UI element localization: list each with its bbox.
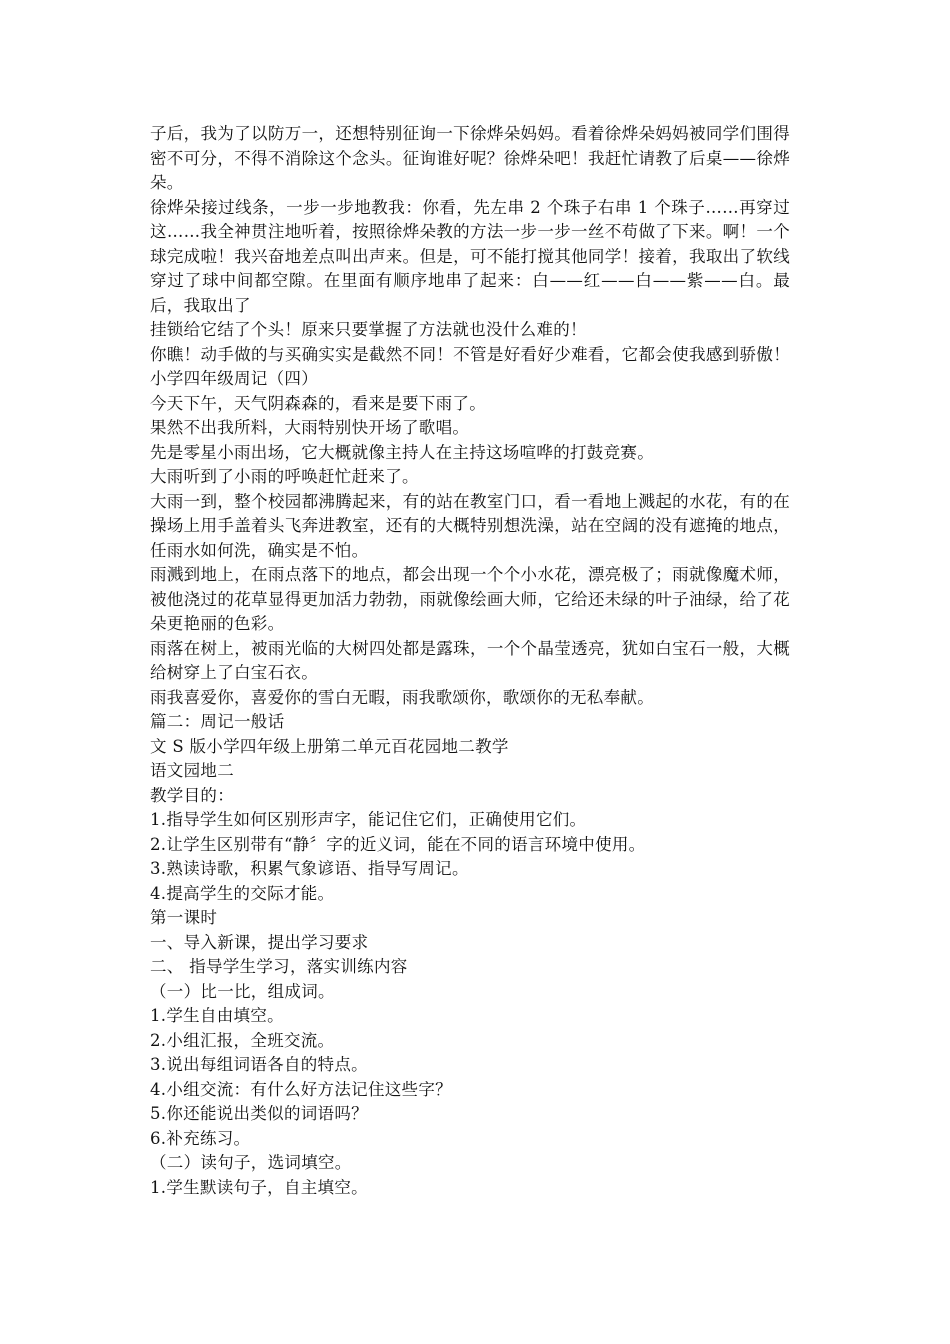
paragraph-3: 挂锁给它结了个头！原来只要掌握了方法就也没什么难的！: [150, 320, 587, 339]
paragraph-6: 果然不出我所料，大雨特别快开场了歌唱。: [150, 418, 470, 437]
paragraph-10: 雨溅到地上，在雨点落下的地点，都会出现一个个小水花，漂亮极了；雨就像魔术师，被他浇过的花草显得更加活力勃勃，雨就像绘画大师，它给还未绿的叶子油绿，给了花朵更艳丽的色彩。: [150, 565, 790, 633]
paragraph-2: 徐烨朵接过线条，一步一步地教我：你看，先左串 2 个珠子右串 1 个珠子……再穿过这……我全神贯注地听着，按照徐烨朵教的方法一步一步一丝不苟做了下来。啊！一个球完成啦！我兴奋地差点叫出声来。但是，可不能打搅其他同学！接着，我取出了软线穿过了球中间都空隙。在里面有顺序地串了起来：白——红——白——紫——白。最后，我取出了: [150, 197, 790, 315]
paragraph-12: 雨我喜爱你，喜爱你的雪白无暇，雨我歌颂你，歌颂你的无私奉献。: [150, 687, 654, 707]
list-item: 1.学生默读句子，自主填空。: [150, 1177, 368, 1197]
paragraph-8: 大雨听到了小雨的呼唤赶忙赶来了。: [150, 467, 419, 486]
sub-step-heading: （一）比一比，组成词。: [150, 981, 335, 1001]
document-page: [150, 122, 790, 1200]
objective-item: 1.指导学生如何区别形声字，能记住它们，正确使用它们。: [150, 810, 587, 829]
lesson-title: 文 S 版小学四年级上册第二单元百花园地二教学: [150, 736, 509, 756]
paragraph-4: 你瞧！动手做的与买确实实是截然不同！不管是好看好少难看，它都会使我感到骄傲！小学四年级周记（四）: [150, 344, 790, 388]
paragraph-1: 子后，我为了以防万一，还想特别征询一下徐烨朵妈妈。看着徐烨朵妈妈被同学们围得密不可分，不得不消除这个念头。征询谁好呢？徐烨朵吧！我赶忙请教了后桌——徐烨朵。: [150, 124, 790, 192]
step-heading: 二、 指导学生学习，落实训练内容: [150, 957, 408, 976]
step-heading: 一、导入新课，提出学习要求: [150, 932, 369, 952]
lesson-period-heading: 第一课时: [150, 908, 218, 927]
lesson-subtitle: 语文园地二: [150, 761, 234, 780]
list-item: 4.小组交流：有什么好方法记住这些字？: [150, 1079, 452, 1099]
section-heading: 篇二：周记一般话: [150, 712, 285, 731]
paragraph-7: 先是零星小雨出场，它大概就像主持人在主持这场喧哗的打鼓竞赛。: [150, 442, 654, 462]
paragraph-11: 雨落在树上，被雨光临的大树四处都是露珠，一个个晶莹透亮，犹如白宝石一般，大概给树穿上了白宝石衣。: [150, 638, 790, 682]
list-item: 3.说出每组词语各自的特点。: [150, 1055, 368, 1074]
paragraph-9: 大雨一到，整个校园都沸腾起来，有的站在教室门口，看一看地上溅起的水花，有的在操场上用手盖着头飞奔进教室，还有的大概特别想洗澡，站在空阔的没有遮掩的地点，任雨水如何洗，确实是不怕。: [150, 491, 790, 560]
sub-step-heading: （二）读句子，选词填空。: [150, 1153, 352, 1172]
list-item: 6.补充练习。: [150, 1128, 251, 1148]
paragraph-5: 今天下午，天气阴森森的，看来是要下雨了。: [150, 393, 486, 413]
objective-item: 3.熟读诗歌，积累气象谚语、指导写周记。: [150, 859, 469, 878]
objective-item: 2.让学生区别带有“静〞字的近义词，能在不同的语言环境中使用。: [150, 834, 646, 854]
list-item: 1.学生自由填空。: [150, 1006, 284, 1025]
list-item: 5.你还能说出类似的词语吗？: [150, 1104, 368, 1123]
objective-item: 4.提高学生的交际才能。: [150, 883, 335, 903]
objectives-heading: 教学目的：: [150, 785, 234, 805]
list-item: 2.小组汇报，全班交流。: [150, 1030, 335, 1050]
